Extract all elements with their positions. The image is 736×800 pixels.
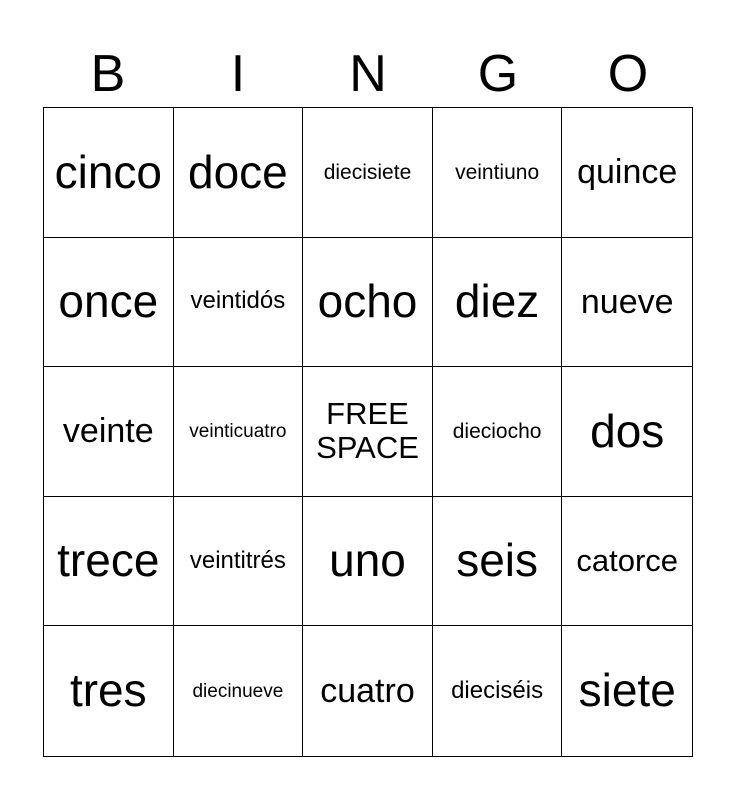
bingo-cell[interactable]: quince <box>562 108 692 238</box>
bingo-cell[interactable]: veintidós <box>174 238 304 368</box>
header-letter-g: G <box>477 45 519 103</box>
bingo-cell[interactable]: veintitrés <box>174 497 304 627</box>
bingo-cell[interactable]: tres <box>44 626 174 756</box>
bingo-cell[interactable]: once <box>44 238 174 368</box>
bingo-cell[interactable]: siete <box>578 664 676 717</box>
bingo-cell[interactable]: trece <box>44 497 174 627</box>
bingo-cell[interactable]: cuatro <box>303 626 433 756</box>
bingo-cell[interactable]: diecinueve <box>174 626 304 756</box>
bingo-cell[interactable]: dos <box>562 367 692 497</box>
header-letter-b: B <box>90 45 126 103</box>
header-letter-i: I <box>230 45 246 103</box>
bingo-cell[interactable]: cinco <box>44 108 174 238</box>
bingo-cell[interactable]: veintiuno <box>433 108 563 238</box>
bingo-cell[interactable]: diecisiete <box>303 108 433 238</box>
bingo-cell[interactable]: diez <box>433 238 563 368</box>
bingo-cell[interactable]: nueve <box>562 238 692 368</box>
bingo-cell[interactable]: dieciséis <box>433 626 563 756</box>
bingo-cell[interactable]: ocho <box>303 238 433 368</box>
bingo-cell[interactable]: doce <box>174 108 304 238</box>
bingo-cell[interactable]: dieciocho <box>433 367 563 497</box>
free-space-cell[interactable]: FREE SPACE <box>303 367 433 497</box>
bingo-cell[interactable]: uno <box>303 497 433 627</box>
bingo-cell[interactable]: veinticuatro <box>174 367 304 497</box>
bingo-board <box>43 107 693 757</box>
bingo-header <box>43 40 693 108</box>
header-letter-o: O <box>607 45 649 103</box>
bingo-cell[interactable]: veinte <box>44 367 174 497</box>
bingo-cell[interactable]: seis <box>433 497 563 627</box>
header-letter-n: N <box>349 45 387 103</box>
bingo-cell[interactable]: catorce <box>562 497 692 627</box>
